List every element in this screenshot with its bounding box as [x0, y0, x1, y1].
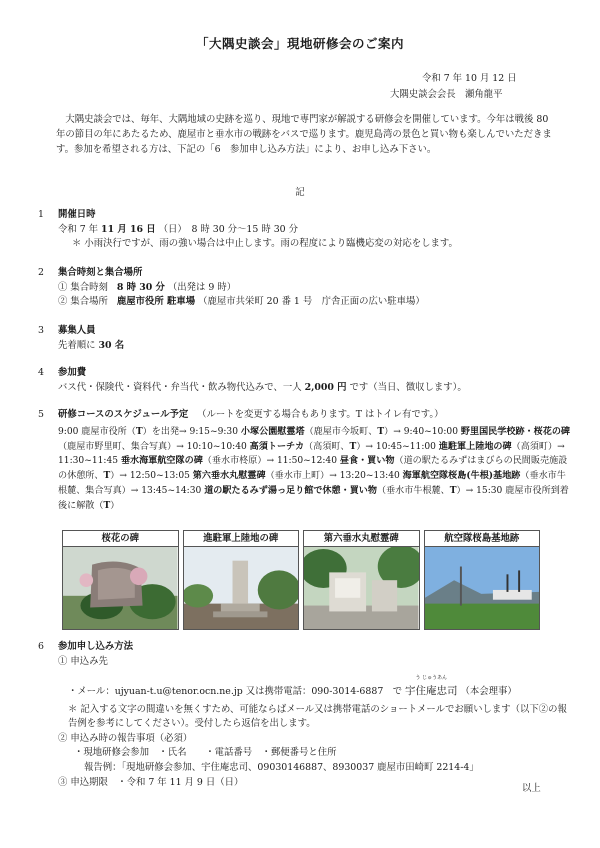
schedule-stop-bold: 進駐軍上陸地の碑	[438, 440, 512, 452]
meeting-time: 8 時 30 分	[116, 281, 165, 293]
contact-name-wrap	[405, 675, 458, 700]
schedule-text-run: （垂水市上町）→ 13:20~13:40	[265, 471, 403, 482]
rain-note: ＊ 小雨決行ですが、雨の強い場合は中止します。雨の程度により臨機応変の対応をします。	[72, 238, 458, 250]
schedule-stop-bold: 垂水海軍航空隊の碑	[120, 455, 203, 467]
photo-caption: 航空隊桜島基地跡	[425, 531, 540, 547]
schedule-stop-bold: 第六垂水丸慰霊碑	[192, 470, 266, 482]
schedule-note: （ルートを変更する場合もあります。T はトイレ有です。）	[197, 409, 444, 420]
meeting-place: 鹿屋市役所 駐車場	[116, 296, 196, 308]
schedule-heading-line	[58, 408, 568, 423]
meeting-time-line	[58, 281, 568, 296]
schedule-stop-bold: 野里国民学校跡・桜花の碑	[460, 426, 571, 437]
section-number: 2	[38, 267, 44, 278]
stone-pillar-photo-icon	[184, 547, 299, 629]
event-date-line	[58, 223, 568, 238]
section-heading: 開催日時	[58, 209, 96, 220]
schedule-stop-bold: 昼食・買い物	[339, 455, 395, 467]
photo-landing-monument	[183, 530, 300, 630]
section-heading: 参加申し込み方法	[58, 641, 134, 652]
schedule-text-run: ）→ 12:50~13:05	[110, 471, 193, 482]
deadline-line: ③ 申込期限 ・令和 7 年 11 月 9 日（日）	[58, 776, 244, 788]
event-time: （日） 8 時 30 分～15 時 30 分	[158, 223, 298, 235]
contact-name-ruby: う じゅうあん	[415, 675, 448, 682]
section-heading: 集合時刻と集合場所	[58, 267, 143, 278]
report-example: 報告例：「現地研修会参加、宇住庵忠司、09030146887、8930037 鹿屋市田崎町 2214-4」	[84, 762, 479, 774]
schedule-text-run: （鹿屋市今坂町、	[304, 427, 378, 437]
schedule-text-run: （高須町）→ 11:30~11:45	[58, 441, 565, 467]
contact-details: ・メール：ujyuan-t.u@tenor.ocn.ne.jp 又は携帯電話：090-3014-6887 で	[68, 686, 403, 698]
section-number: 5	[38, 409, 44, 420]
schedule-text-run: ）を出発→ 9:15~9:30	[142, 427, 241, 437]
schedule-stop-bold: T	[103, 499, 111, 511]
application-destination-label: ① 申込み先	[58, 655, 108, 667]
photo-ouka-monument	[62, 530, 179, 630]
section-heading: 参加費	[58, 367, 87, 378]
document-date: 令和 7 年 10 月 12 日	[422, 73, 517, 84]
capacity-line	[58, 339, 568, 354]
schedule-stop-bold: T	[103, 470, 111, 482]
schedule-text-run: （道の駅たるみずはまびらの民間販売施設の休憩所、	[58, 456, 568, 482]
schedule-text	[58, 425, 570, 513]
fee-post: です（当日、徴収します）。	[349, 381, 467, 393]
section-meeting	[38, 266, 568, 310]
fee-line	[58, 381, 568, 396]
section-heading: 募集人員	[58, 325, 96, 336]
schedule-text-run: （垂水市牛根麓、集合写真）→ 13:45~14:30	[58, 471, 566, 496]
section-number: 1	[38, 209, 44, 220]
photo-caption: 進駐軍上陸地の碑	[184, 531, 299, 547]
schedule-stop-bold: 道の駅たるみず湯っ足り館で休憩・買い物	[204, 484, 377, 496]
fee-pre: バス代・保険代・資料代・弁当代・飲み物代込みで、一人	[58, 381, 302, 393]
schedule-text-run: （垂水市柊原）→ 11:50~12:40	[202, 456, 340, 467]
section-number: 3	[38, 325, 44, 336]
section-schedule	[38, 408, 568, 423]
photo-tarumizu-maru-memorial	[303, 530, 420, 630]
report-items: ・現地研修会参加 ・氏名 ・電話番号 ・郵便番号と住所	[74, 747, 337, 759]
section-application	[38, 640, 568, 790]
document-title: 「大隅史談会」現地研修会のご案内	[195, 36, 404, 51]
closing-mark: 以上	[522, 783, 541, 794]
memorial-plaque-photo-icon	[304, 547, 419, 629]
schedule-text-run: ）→ 9:40~10:00	[384, 427, 461, 437]
schedule-stop-bold: T	[349, 440, 357, 452]
application-note: ＊ 記入する文字の間違いを無くすため、可能ならばメール又は携帯電話のショートメールでお願いします（以下②の報告例を参考にしてください）。受付したら返信を出します。	[68, 703, 567, 730]
schedule-stop-bold: 海軍航空隊桜島(牛根)基地跡	[402, 470, 521, 482]
schedule-text-run: （垂水市牛根麓、	[376, 485, 450, 496]
photo-sakurajima-base	[424, 530, 541, 630]
seaside-ship-photo-icon	[425, 547, 540, 629]
fee-amount: 2,000 円	[304, 381, 347, 393]
ki-marker: 記	[295, 187, 305, 198]
schedule-text-run: ）	[110, 500, 120, 511]
monument-stone-photo-icon	[63, 547, 178, 629]
schedule-stop-bold: 小塚公園慰霊塔	[240, 426, 305, 437]
schedule-text-run: （鹿屋市野里町、集合写真）→ 10:10~10:40	[58, 441, 250, 452]
schedule-stop-bold: T	[449, 484, 457, 496]
meeting-place-line	[58, 295, 568, 310]
section-number: 4	[38, 367, 44, 378]
photo-caption: 第六垂水丸慰霊碑	[304, 531, 419, 547]
section-capacity	[38, 324, 568, 353]
capacity-pre: 先着順に	[58, 339, 96, 351]
event-date: 11 月 16 日	[101, 223, 156, 235]
meeting-time-label: ① 集合時刻	[58, 281, 108, 293]
section-number: 6	[38, 641, 44, 652]
photo-strip	[62, 530, 540, 630]
schedule-stop-bold: 高須トーチカ	[249, 440, 305, 452]
schedule-stop-bold: T	[377, 426, 385, 437]
capacity-value: 30 名	[98, 339, 125, 351]
contact-name: 宇住庵忠司	[405, 685, 458, 698]
section-fee	[38, 366, 568, 395]
schedule-text-run: ）→ 15:30 鹿屋市役所到着後に解散（	[58, 485, 569, 511]
intro-paragraph: 大隅史談会では、毎年、大隅地域の史跡を巡り、現地で専門家が解説する研修会を開催しています。今年は戦後 80 年の節目の年にあたるため、鹿屋市と垂水市の戦跡をバスで巡ります。鹿児島湾の景色と買い物も楽しんでいただきます。参加を希望される方は、下記の「6 参加申し込み方法」により、お申し込み下さい。	[56, 114, 552, 156]
schedule-text-run: ）→ 10:45~11:00	[356, 441, 439, 452]
report-items-label: ② 申込み時の報告事項（必須）	[58, 732, 193, 744]
event-date-pre: 令和 7 年	[58, 223, 99, 235]
meeting-place-label: ② 集合場所	[58, 296, 108, 308]
departure-note: （出発は 9 時）	[167, 281, 237, 293]
schedule-stop-bold: T	[135, 426, 143, 437]
section-date-time	[38, 208, 568, 252]
schedule-text-run: （高須町、	[304, 441, 350, 452]
photo-caption: 桜花の碑	[63, 531, 178, 547]
contact-line	[68, 675, 568, 700]
schedule-text-run: 9:00 鹿屋市役所（	[58, 427, 136, 437]
contact-role: （本会理事）	[460, 686, 517, 698]
section-heading: 研修コースのスケジュール予定	[58, 409, 189, 420]
organizer-line: 大隅史談会会長 瀬角龍平	[390, 89, 503, 100]
meeting-place-address: （鹿屋市共栄町 20 番 1 号 庁舎正面の広い駐車場）	[198, 296, 425, 308]
